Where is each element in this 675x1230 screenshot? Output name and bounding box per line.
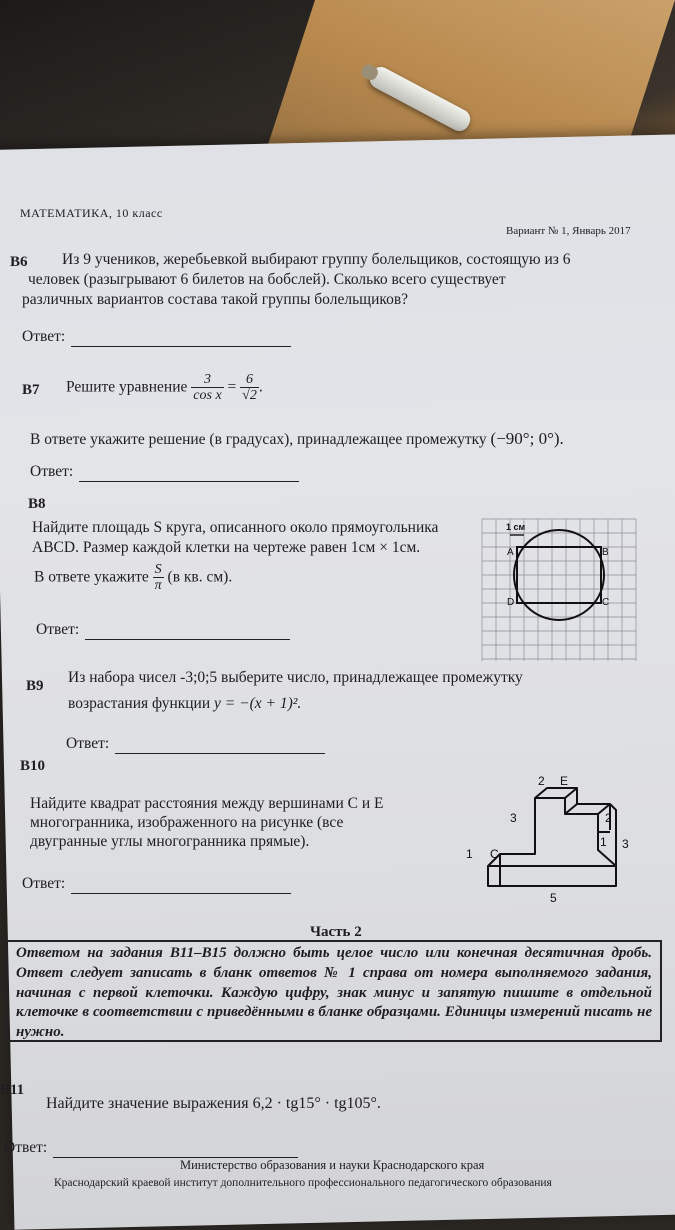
answer-label: Ответ: [22,875,66,892]
answer-line [79,467,299,482]
label-base-1: 1 [466,847,473,861]
b7-intro: Решите уравнение [66,378,188,396]
b11-answer-field[interactable] [4,1138,298,1158]
footer-institute: Краснодарский краевой институт дополнительного профессионального педагогического образования [54,1177,552,1189]
b9-line-1: Из набора чисел -3;0;5 выберите число, принадлежащее промежутку [68,669,523,686]
b6-line-2: человек (разыгрывают 6 билетов на бобслей). Сколько всего существует [28,271,506,288]
answer-line [71,332,291,347]
task-number-b7: B7 [22,382,40,398]
b9-answer-field[interactable] [66,734,325,754]
label-right-3: 3 [622,837,629,851]
answer-line [71,879,291,894]
point-d: D [507,597,515,608]
answer-label: Ответ: [36,621,80,638]
answer-label: Ответ: [22,328,66,345]
b7-line-2: В ответе укажите решение (в градусах), принадлежащее промежутку (−90°; 0°). [30,429,564,448]
task-number-b8: B8 [28,496,46,512]
answer-label: Ответ: [4,1139,48,1156]
b7-equals: = [227,378,237,396]
b6-answer-field[interactable] [22,327,291,347]
b10-answer-field[interactable] [22,874,291,894]
task-number-b11: B11 [0,1082,25,1098]
unit-label: 1 см [506,522,526,532]
b10-line-2: многогранника, изображенного на рисунке (все [30,814,344,831]
label-left-3: 3 [510,811,517,825]
b7-answer-field[interactable] [30,462,299,482]
b8-line-1: Найдите площадь S круга, описанного около прямоугольника [32,519,439,536]
part2-title: Часть 2 [310,924,362,940]
b8-grid-figure [478,515,646,665]
b10-polyhedron-figure [460,770,640,905]
b7-fraction-1: $\frac{3}{\text{cos x}}$ [193,372,222,404]
b6-line-3: различных вариантов состава такой группы болельщиков? [22,291,409,308]
b9-line-2: возрастания функции y = −(x + 1)². [68,695,302,712]
label-bottom-5: 5 [550,891,557,905]
answer-label: Ответ: [30,463,74,480]
b8-fraction: $\frac{S}{\pi}$ [154,562,162,594]
grid-lines [482,519,636,661]
b8-answer-field[interactable] [36,620,290,640]
label-inner-1: 1 [600,835,607,849]
answer-line [115,739,325,754]
point-a: A [507,547,514,558]
label-top-2: 2 [538,774,545,788]
point-b: B [602,547,609,558]
part2-instructions: Ответом на задания В11–В15 должно быть целое число или конечная десятичная дробь. Ответ следует записать в бланк ответов № 1 справа от номера выполняемого задания, начиная с первой клеточки. Каждую цифру, знак минус и запятую пишите в отдельной клеточке в соответствии с приведёнными в бланке образцами. Единицы измерений писать не нужно. [16,945,652,1041]
label-step-2: 2 [605,811,612,825]
b8-line-3: В ответе укажите $\frac{S}{\pi}$ (в кв. см). [34,562,233,594]
b10-line-1: Найдите квадрат расстояния между вершинами C и E [30,795,384,812]
b6-line-1: Из 9 учеников, жеребьевкой выбирают группу болельщиков, состоящую из 6 [62,251,571,268]
label-c: C [490,847,499,861]
b9-formula: y = −(x + 1)². [214,695,302,712]
b7-interval: (−90°; 0°). [490,429,564,448]
part2-instructions-box [6,940,662,1042]
task-number-b9: B9 [26,678,44,694]
task-number-b6: B6 [10,254,28,270]
b7-fraction-2: $\frac{6}{√2}$ [242,372,257,404]
answer-line [85,625,290,640]
subject-header: МАТЕМАТИКА, 10 класс [20,206,163,220]
b7-period: . [258,378,263,396]
variant-header: Вариант № 1, Январь 2017 [506,225,631,237]
footer-ministry: Министерство образования и науки Краснодарского края [180,1158,485,1172]
b10-line-3: двугранные углы многогранника прямые). [30,833,310,850]
b11-text: Найдите значение выражения 6,2 · tg15° · tg105°. [46,1095,381,1112]
task-number-b10: B10 [20,758,46,774]
label-e: E [560,774,569,788]
answer-line [53,1143,298,1158]
answer-label: Ответ: [66,735,110,752]
b8-line-2: ABCD. Размер каждой клетки на чертеже равен 1см × 1см. [32,539,421,556]
b7-equation [66,372,263,404]
base-front-face [488,866,616,886]
point-c: C [602,597,610,608]
